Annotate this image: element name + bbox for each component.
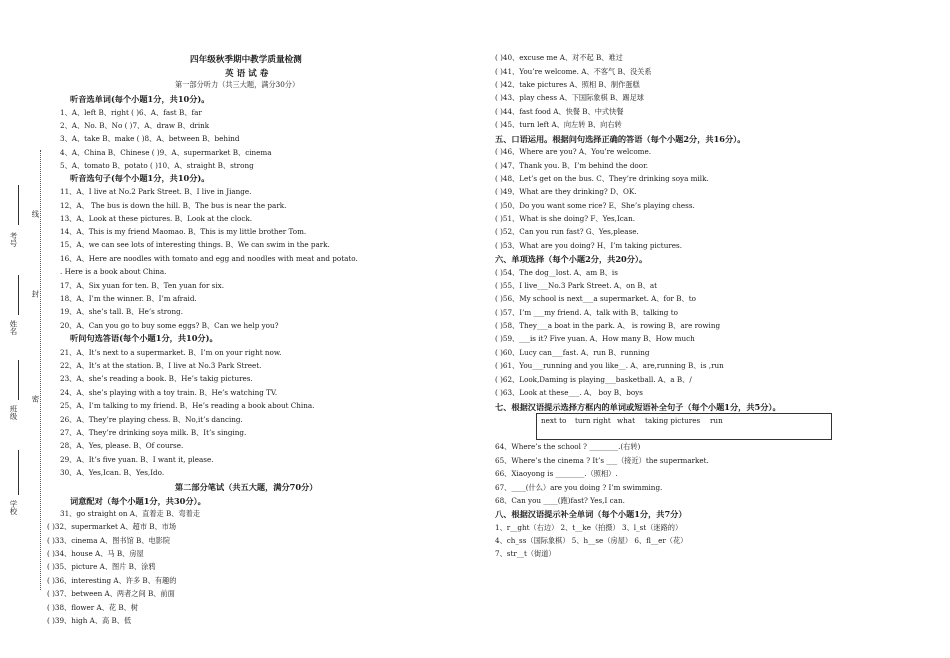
cut-mark-feng: 封 bbox=[31, 290, 40, 298]
left-line: 20、A、Can you go to buy some eggs? B、Can we help you? bbox=[60, 321, 279, 330]
left-line: 18、A、I’m the winner. B、I’m afraid. bbox=[60, 294, 197, 303]
word-option: run bbox=[710, 416, 723, 425]
cut-mark-mi: 密 bbox=[31, 395, 40, 403]
left-line: 28、A、Yes, please. B、Of course. bbox=[60, 441, 184, 450]
right-line: ( )54、The dog__lost. A、am B、is bbox=[495, 268, 618, 277]
left-line: ( )36、interesting A、许多 B、有趣的 bbox=[47, 576, 177, 585]
label-school: 学校 bbox=[9, 500, 18, 515]
right-line: ( )43、play chess A、下国际象棋 B、踢足球 bbox=[495, 93, 644, 102]
right-line: 7、str__t（街道） bbox=[495, 549, 556, 558]
left-line: 26、A、They’re playing chess. B、No,it’s dancing. bbox=[60, 415, 243, 424]
left-line: 11、A、I live at No.2 Park Street. B、I live in Jiange. bbox=[60, 187, 252, 196]
left-line: ( )33、cinema A、图书馆 B、电影院 bbox=[47, 536, 171, 545]
right-line: ( )44、fast food A、快餐 B、中式快餐 bbox=[495, 107, 624, 116]
exam-title: 四年级秋季期中教学质量检测 bbox=[190, 55, 302, 65]
section-word-matching: 词意配对（每个小题1分，共30分）。 bbox=[70, 496, 206, 506]
left-line: 23、A、she’s reading a book. B、He’s takig pictures. bbox=[60, 374, 253, 383]
class-blank bbox=[18, 360, 19, 400]
left-line: 19、A、she’s tall. B、He’s strong. bbox=[60, 307, 183, 316]
right-line: ( )41、You’re welcome. A、不客气 B、没关系 bbox=[495, 67, 652, 76]
label-class: 班级 bbox=[9, 405, 18, 420]
left-line: 15、A、we can see lots of interesting things. B、We can swim in the park. bbox=[60, 240, 330, 249]
left-line: 25、A、I’m talking to my friend. B、He’s reading a book about China. bbox=[60, 401, 315, 410]
right-line: 64、Where’s the school ? ________.(右转) bbox=[495, 442, 641, 451]
left-line: 30、A、Yes,Ican. B、Yes,Ido. bbox=[60, 468, 165, 477]
left-line: . Here is a book about China. bbox=[60, 267, 167, 276]
left-line: 12、A、 The bus is down the hill. B、The bus is near the park. bbox=[60, 201, 287, 210]
part1-note: 第一部分听力（共三大题，满分30分） bbox=[175, 80, 300, 89]
left-line: 3、A、take B、make ( )8、A、between B、behind bbox=[60, 134, 240, 143]
exam-number-blank bbox=[18, 185, 19, 225]
left-line: 4、A、China B、Chinese ( )9、A、supermarket B、cinema bbox=[60, 148, 272, 157]
left-line: ( )32、supermarket A、超市 B、市场 bbox=[47, 522, 177, 531]
right-line: ( )63、Look at these___. A、 boy B、boys bbox=[495, 388, 643, 397]
left-line: 13、A、Look at these pictures. B、Look at the clock. bbox=[60, 214, 252, 223]
right-line: 66、Xiaoyong is ________.（照相）. bbox=[495, 469, 618, 478]
right-line: ( )40、excuse me A、对不起 B、难过 bbox=[495, 53, 623, 62]
right-line: ( )61、You___running and you like__. A、are,running B、is ,run bbox=[495, 361, 724, 370]
section-listen-answers: 听问句选答语(每个小题1分，共10分)。 bbox=[70, 333, 218, 343]
word-option: taking pictures bbox=[645, 416, 701, 425]
left-line: 16、A、Here are noodles with tomato and egg and noodles with meat and potato. bbox=[60, 254, 358, 263]
left-line: 17、A、Six yuan for ten. B、Ten yuan for six. bbox=[60, 281, 225, 290]
left-line: ( )39、high A、高 B、低 bbox=[47, 616, 132, 625]
label-name: 姓名 bbox=[9, 320, 18, 335]
right-line: ( )56、My school is next___a supermarket. A、for B、to bbox=[495, 294, 696, 303]
left-line: 24、A、she’s playing with a toy train. B、He’s watching TV. bbox=[60, 388, 278, 397]
subject-title: 英 语 试 卷 bbox=[225, 69, 269, 79]
right-line: ( )60、Lucy can___fast. A、run B、running bbox=[495, 348, 650, 357]
right-line: ( )62、Look,Daming is playing___basketball. A、a B、/ bbox=[495, 375, 692, 384]
right-line: ( )53、What are you doing? H、I’m taking pictures. bbox=[495, 241, 682, 250]
right-line: ( )46、Where are you? A、You’re welcome. bbox=[495, 147, 652, 156]
word-option: turn right bbox=[575, 416, 611, 425]
left-line: 21、A、It’s next to a supermarket. B、I’m on your right now. bbox=[60, 348, 282, 357]
section-oral: 五、口语运用。根据问句选择正确的答语（每个小题2分，共16分）。 bbox=[495, 134, 746, 144]
cut-mark-xian: 线 bbox=[31, 210, 40, 218]
left-line: 5、A、tomato B、potato ( )10、A、straight B、strong bbox=[60, 161, 254, 170]
right-line: ( )42、take pictures A、照相 B、制作蛋糕 bbox=[495, 80, 640, 89]
word-option: what bbox=[617, 416, 635, 425]
section-single-choice: 六、单项选择（每个小题2分，共20分）。 bbox=[495, 254, 648, 264]
right-line: ( )45、turn left A、向左转 B、向右转 bbox=[495, 120, 622, 129]
part2-title: 第二部分笔试（共五大题，满分70分） bbox=[175, 482, 318, 492]
right-line: 65、Where’s the cinema ? It’s ___（接近）the supermarket. bbox=[495, 456, 709, 465]
left-line: ( )37、between A、两者之间 B、前面 bbox=[47, 589, 175, 598]
left-line: 22、A、It’s at the station. B、I live at No.3 Park Street. bbox=[60, 361, 262, 370]
right-line: ( )59、___is it? Five yuan. A、How many B、How much bbox=[495, 334, 695, 343]
right-line: 68、Can you ____(跑)fast? Yes,I can. bbox=[495, 496, 625, 505]
left-line: 31、go straight on A、直着走 B、弯着走 bbox=[60, 509, 201, 518]
left-line: 2、A、No. B、No ( )7、A、draw B、drink bbox=[60, 121, 210, 130]
right-line: ( )48、Let’s get on the bus. C、They’re drinking soya milk. bbox=[495, 174, 709, 183]
right-line: ( )49、What are they drinking? D、OK. bbox=[495, 187, 637, 196]
left-line: 29、A、It’s five yuan. B、I want it, please. bbox=[60, 455, 214, 464]
school-blank bbox=[18, 450, 19, 495]
name-blank bbox=[18, 275, 19, 315]
section-fill-words: 七、根据汉语提示选择方框内的单词或短语补全句子（每个小题1分，共5分）。 bbox=[495, 402, 781, 412]
left-line: 1、A、left B、right ( )6、A、fast B、far bbox=[60, 108, 202, 117]
left-line: ( )38、flower A、花 B、树 bbox=[47, 603, 138, 612]
section-listen-sentences: 听音选句子(每个小题1分，共10分)。 bbox=[70, 173, 210, 183]
left-line: ( )34、house A、马 B、房屋 bbox=[47, 549, 144, 558]
left-line: ( )35、picture A、图片 B、涂鸦 bbox=[47, 562, 156, 571]
label-exam-number: 考号 bbox=[9, 232, 18, 247]
right-line: ( )50、Do you want some rice? E、She’s playing chess. bbox=[495, 201, 695, 210]
section-complete-words: 八、根据汉语提示补全单词（每个小题1分，共7分） bbox=[495, 509, 687, 519]
right-line: ( )51、What is she doing? F、Yes,Ican. bbox=[495, 214, 636, 223]
right-line: ( )52、Can you run fast? G、Yes,please. bbox=[495, 227, 639, 236]
right-line: 67、____(什么）are you doing ? I’m swimming. bbox=[495, 483, 663, 492]
word-option: next to bbox=[541, 416, 567, 425]
right-line: ( )58、They___a boat in the park. A、 is rowing B、are rowing bbox=[495, 321, 721, 330]
left-line: 14、A、This is my friend Maomao. B、This is my little brother Tom. bbox=[60, 227, 307, 236]
right-line: ( )47、Thank you. B、I’m behind the door. bbox=[495, 161, 649, 170]
right-line: 4、ch_ss（国际象棋） 5、h__se（房屋） 6、fl__er（花） bbox=[495, 536, 688, 545]
section-listen-words: 听音选单词(每个小题1分，共10分)。 bbox=[70, 94, 210, 104]
left-line: 27、A、They’re drinking soya milk. B、It’s singing. bbox=[60, 428, 247, 437]
right-line: ( )57、I’m ___my friend. A、talk with B、talking to bbox=[495, 308, 678, 317]
right-line: 1、r__ght（右边） 2、t__ke（拍摄） 3、l_st（迷路的） bbox=[495, 523, 683, 532]
right-line: ( )55、I live___No.3 Park Street. A、on B、at bbox=[495, 281, 658, 290]
